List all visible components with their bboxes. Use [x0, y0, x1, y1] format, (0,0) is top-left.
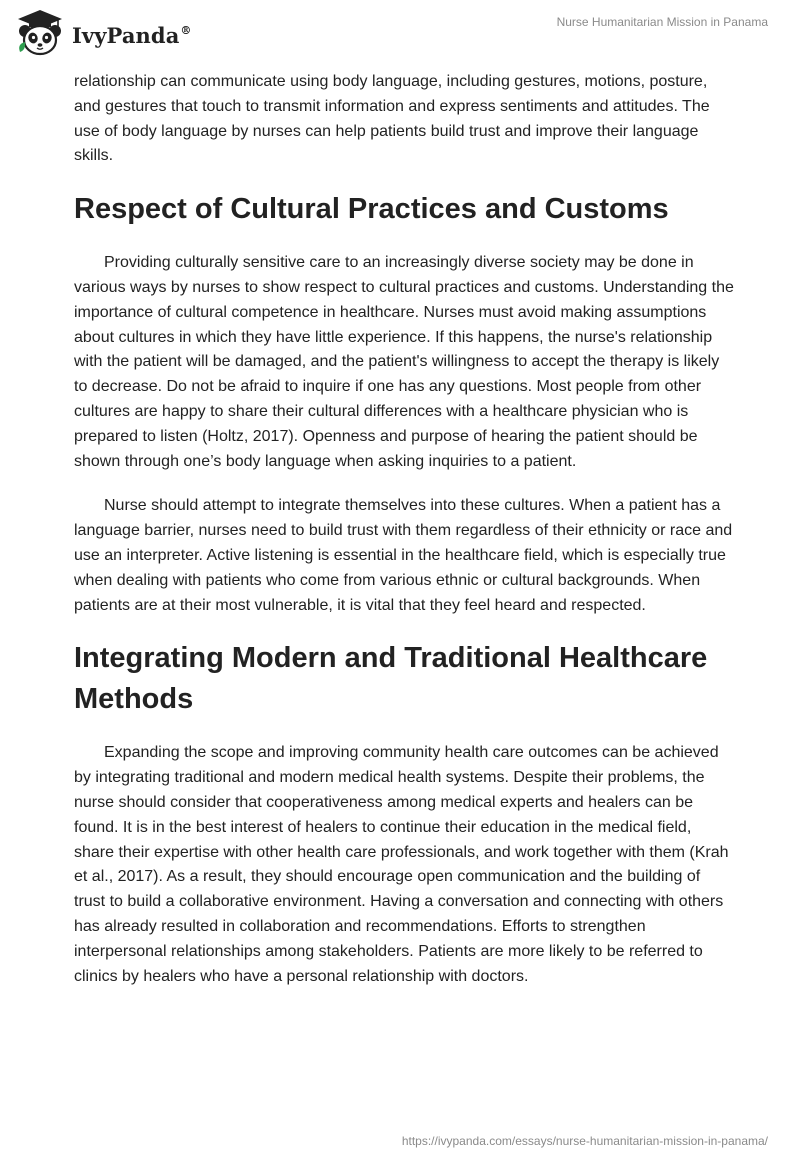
section-heading: Respect of Cultural Practices and Customs: [74, 193, 669, 226]
page-header: [0, 0, 800, 64]
paragraph: Providing culturally sensitive care to an increasingly diverse society may be done in various ways by nurses to show respect to cultural practices and customs. Understanding the importance of cultural competence in healthcare. Nurses must avoid making assumptions about cultures in which they have little experience. If this happens, the nurse's relationship with the patient will be damaged, and the patient's willingness to accept the therapy is likely to decrease. Do not be afraid to inquire if one has any questions. Most people from other cultures are happy to share their cultural differences with a healthcare physician who is prepared to listen (Holtz, 2017). Openness and purpose of hearing the patient should be shown through one’s body language when asking inquiries to a patient.: [74, 254, 734, 470]
paragraph: relationship can communicate using body language, including gestures, motions, posture, and gestures that touch to transmit information and express sentiments and attitudes. The use of body language by nurses can help patients build trust and improve their language skills.: [74, 73, 710, 165]
source-url-link[interactable]: https://ivypanda.com/essays/nurse-humanitarian-mission-in-panama/: [401, 1134, 768, 1148]
document-title: Nurse Humanitarian Mission in Panama: [556, 15, 768, 29]
panda-graduation-cap-logo-icon: [14, 8, 66, 58]
ivypanda-logo[interactable]: [14, 8, 192, 58]
brand-name: IvyPanda®: [72, 22, 192, 48]
paragraph: Nurse should attempt to integrate themselves into these cultures. When a patient has a language barrier, nurses need to build trust with them regardless of their ethnicity or race and use an interpreter. Active listening is essential in the healthcare field, which is especially true when dealing with patients who come from various ethnic or cultural backgrounds. When patients are at their most vulnerable, it is vital that they feel heard and respected.: [74, 497, 733, 614]
paragraph: Expanding the scope and improving community health care outcomes can be achieved by integrating traditional and modern medical health systems. Despite their problems, the nurse should consider that cooperativeness among medical experts and healers can be found. It is in the best interest of healers to continue their education in the medical field, share their expertise with other health care professionals, and work together with them (Krah et al., 2017). As a result, they should encourage open communication and the building of trust to build a collaborative environment. Having a conversation and connecting with others has already resulted in collaboration and recommendations. Efforts to strengthen interpersonal relationships among stakeholders. Patients are more likely to be referred to clinics by healers who have a personal relationship with doctors.: [74, 744, 729, 985]
essay-body: [74, 70, 734, 1009]
section-heading: Integrating Modern and Traditional Healthcare Methods: [74, 642, 708, 716]
